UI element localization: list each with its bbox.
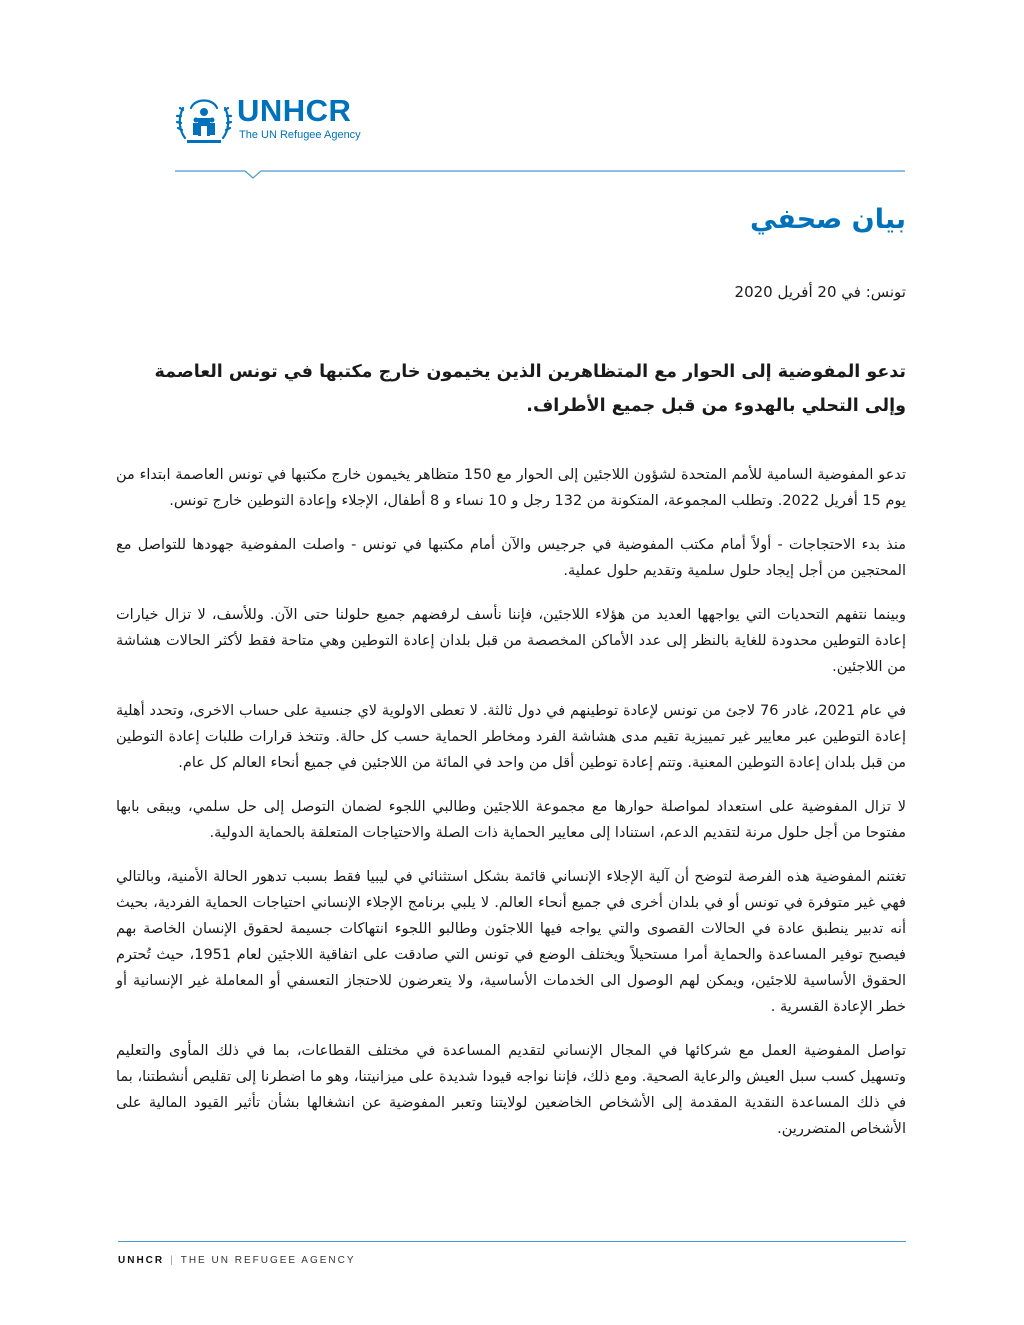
press-release-headline: تدعو المفوضية إلى الحوار مع المتظاهرين الذين يخيمون خارج مكتبها في تونس العاصمة وإلى التحلي بالهدوء من قبل جميع الأطراف. xyxy=(154,362,906,416)
unhcr-logo xyxy=(175,92,385,150)
body-paragraph: تغتنم المفوضية هذه الفرصة لتوضح أن آلية الإجلاء الإنساني قائمة بشكل استثنائي في ليبيا فقط بسبب تدهور الحالة الأمنية، وبالتالي فهي غير متوفرة في تونس أو في بلدان أخرى في جميع أنحاء العالم. لا يلبي برنامج الإجلاء الإنساني احتياجات الحماية الفردية، بحيث أنه تدبير ينطبق عادة في الحالات القصوى والتي يواجه فيها اللاجئون وطالبو اللجوء انتهاكات جسيمة لحقوق الإنسان الخاصة بهم فيصبح توفير المساعدة والحماية أمرا مستحيلاً ويختلف الوضع في تونس التي صادقت على اتفاقية اللاجئين لعام 1951، حيث تُحترم الحقوق الأساسية للاجئين، ويمكن لهم الوصول الى الخدمات الأساسية، ولا يتعرضون للاحتجاز التعسفي أو المعاملة غير الإنسانية أو خطر الإعادة القسرية . xyxy=(116,869,906,1015)
body-paragraph: تدعو المفوضية السامية للأمم المتحدة لشؤون اللاجئين إلى الحوار مع 150 متظاهر يخيمون خارج مكتبها في تونس العاصمة ابتداء من يوم 15 أفريل 2022. وتطلب المجموعة، المتكونة من 132 رجل و 10 نساء و 8 أطفال، الإجلاء وإعادة التوطين خارج تونس. xyxy=(116,467,906,509)
body-paragraph: وبينما نتفهم التحديات التي يواجهها العديد من هؤلاء اللاجئين، فإننا نأسف لرفضهم جميع حلولنا حتى الآن. وللأسف، لا تزال خيارات إعادة التوطين محدودة للغاية بالنظر إلى عدد الأماكن المخصصة من قبل بلدان إعادة التوطين وهي متاحة فقط لأكثر الحالات هشاشة من اللاجئين. xyxy=(116,607,906,675)
footer-brand: UNHCR xyxy=(118,1255,165,1266)
header-divider xyxy=(175,170,905,180)
body-paragraph: في عام 2021، غادر 76 لاجئ من تونس لإعادة توطينهم في دول ثالثة. لا تعطى الاولوية لاي جنسية على حساب الاخرى، وتحدد أهلية إعادة التوطين عبر معايير غير تمييزية تقيم مدى هشاشة الفرد ومخاطر الحماية حسب كل حالة. وتتخذ قرارات طلبات إعادة التوطين من قبل بلدان إعادة التوطين المعنية. وتتم إعادة توطين أقل من واحد في المائة من اللاجئين في جميع أنحاء العالم كل عام. xyxy=(116,703,906,771)
logo-wordmark: UNHCR xyxy=(237,93,352,128)
page-footer xyxy=(118,1255,356,1266)
unhcr-emblem-icon xyxy=(175,92,233,150)
body-paragraph: منذ بدء الاحتجاجات - أولاً أمام مكتب المفوضية في جرجيس والآن أمام مكتبها في تونس - واصلت المفوضية جهودها للتواصل مع المحتجين من أجل إيجاد حلول سلمية وتقديم حلول عملية. xyxy=(116,537,906,579)
logo-tagline: The UN Refugee Agency xyxy=(239,129,361,141)
document-type-title: بيان صحفي xyxy=(749,204,906,235)
footer-tagline: THE UN REFUGEE AGENCY xyxy=(180,1255,356,1266)
footer-divider xyxy=(118,1241,906,1242)
body-paragraph: لا تزال المفوضية على استعداد لمواصلة حوارها مع مجموعة اللاجئين وطالبي اللجوء لضمان التوصل إلى حل سلمي، ويبقى بابها مفتوحا من أجل حلول مرنة لتقديم الدعم، استنادا إلى معايير الحماية ذات الصلة والاحتياجات المتعلقة بالحماية الدولية. xyxy=(116,799,906,841)
footer-separator: | xyxy=(170,1255,175,1266)
press-release-body xyxy=(116,462,906,1160)
dateline: تونس: في 20 أفريل 2020 xyxy=(734,283,906,301)
body-paragraph: تواصل المفوضية العمل مع شركائها في المجال الإنساني لتقديم المساعدة في مختلف القطاعات، بما في ذلك المأوى والتعليم وتسهيل كسب سبل العيش والرعاية الصحية. ومع ذلك، فإننا نواجه قيودا شديدة على ميزانيتنا، وهو ما اضطرنا إلى تقليص أنشطتنا، بما في ذلك المساعدة النقدية المقدمة إلى الأشخاص الخاضعين لولايتنا وتعبر المفوضية عن انشغالها بشأن تأثير القيود المالية على الأشخاص المتضررين. xyxy=(116,1043,906,1137)
